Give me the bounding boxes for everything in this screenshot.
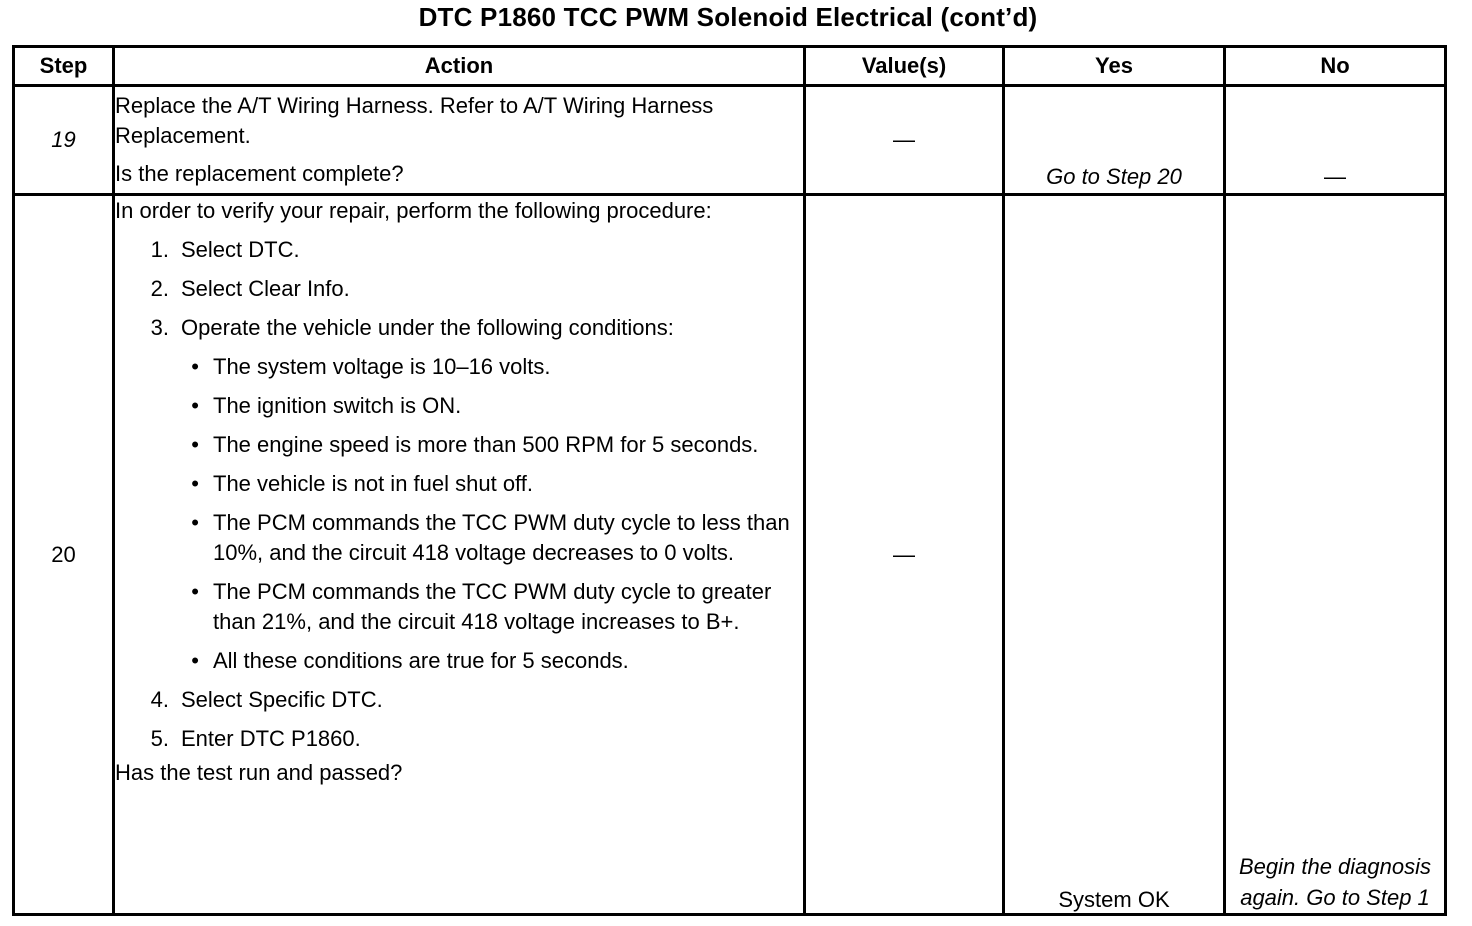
- header-action: Action: [114, 47, 805, 86]
- action-cell: [114, 195, 805, 915]
- step-number: 20: [14, 195, 114, 915]
- action-question: Is the replacement complete?: [115, 161, 404, 186]
- condition-item: • The vehicle is not in fuel shut off.: [115, 469, 803, 499]
- procedure-step: 4. Select Specific DTC.: [150, 687, 383, 712]
- step-number: 19: [14, 86, 114, 195]
- yes-action: System OK: [1058, 887, 1170, 912]
- page-title: DTC P1860 TCC PWM Solenoid Electrical (cont’d): [418, 2, 1038, 32]
- condition-item: • All these conditions are true for 5 seconds.: [115, 646, 803, 676]
- condition-item: • The engine speed is more than 500 RPM for 5 seconds.: [115, 430, 803, 460]
- bullet-icon: •: [191, 648, 199, 673]
- bullet-icon: •: [191, 510, 199, 535]
- header-step: Step: [14, 47, 114, 86]
- procedure-intro: In order to verify your repair, perform the following procedure:: [115, 198, 712, 223]
- table-row-step-19: [14, 86, 1446, 195]
- header-row: [14, 47, 1446, 86]
- header-yes: Yes: [1004, 47, 1225, 86]
- value-cell: —: [805, 195, 1004, 915]
- bullet-icon: •: [191, 579, 199, 604]
- header-no: No: [1225, 47, 1446, 86]
- header-values: Value(s): [805, 47, 1004, 86]
- condition-item: • The system voltage is 10–16 volts.: [115, 352, 803, 382]
- no-action: Begin the diagnosis again. Go to Step 1: [1238, 854, 1432, 910]
- action-text: Replace the A/T Wiring Harness. Refer to A/T Wiring Harness Replacement.: [115, 93, 714, 148]
- yes-cell: [1004, 195, 1225, 915]
- table-row-step-20: [14, 195, 1446, 915]
- procedure-step: 3. Operate the vehicle under the following conditions:: [150, 315, 674, 340]
- procedure-step: 2. Select Clear Info.: [150, 276, 350, 301]
- condition-item: • The PCM commands the TCC PWM duty cycle to greater than 21%, and the circuit 418 voltage increases to B+.: [115, 577, 803, 637]
- procedure-step: 5. Enter DTC P1860.: [150, 726, 361, 751]
- no-cell: [1225, 195, 1446, 915]
- condition-item: • The PCM commands the TCC PWM duty cycle to less than 10%, and the circuit 418 voltage decreases to 0 volts.: [115, 508, 803, 568]
- no-cell: [1225, 86, 1446, 195]
- diagnostic-table: [12, 45, 1447, 916]
- no-action: —: [1324, 164, 1346, 189]
- bullet-icon: •: [191, 354, 199, 379]
- yes-cell: [1004, 86, 1225, 195]
- action-question: Has the test run and passed?: [115, 760, 403, 785]
- value-cell: —: [805, 86, 1004, 195]
- yes-action: Go to Step 20: [1046, 164, 1182, 189]
- bullet-icon: •: [191, 393, 199, 418]
- bullet-icon: •: [191, 471, 199, 496]
- action-cell: [114, 86, 805, 195]
- procedure-step: 1. Select DTC.: [150, 237, 300, 262]
- bullet-icon: •: [191, 432, 199, 457]
- condition-item: • The ignition switch is ON.: [115, 391, 803, 421]
